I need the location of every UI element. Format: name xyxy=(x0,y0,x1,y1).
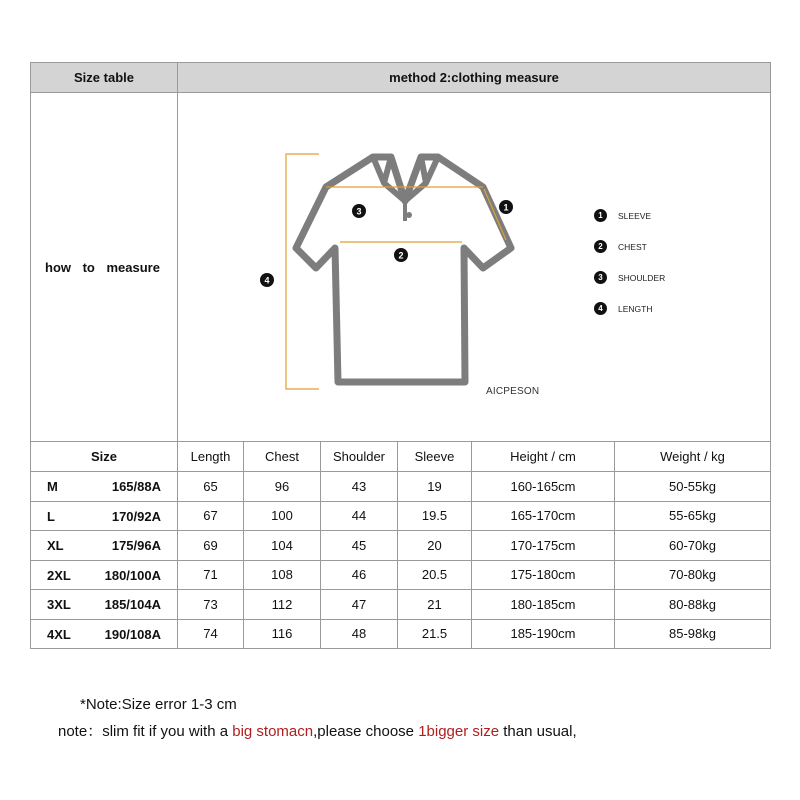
length-cell: 71 xyxy=(178,560,244,590)
column-header-length: Length xyxy=(178,442,244,472)
legend-label: CHEST xyxy=(618,241,647,252)
legend-item-chest xyxy=(594,231,665,262)
height-cell: 160-165cm xyxy=(472,472,615,502)
weight-cell: 80-88kg xyxy=(615,590,771,620)
svg-text:3: 3 xyxy=(356,206,362,217)
measure-legend xyxy=(594,200,665,324)
sleeve-cell: 20 xyxy=(398,531,472,561)
height-cell: 165-170cm xyxy=(472,501,615,531)
table-row xyxy=(31,619,771,649)
shoulder-cell: 46 xyxy=(321,560,398,590)
how-to-measure-label: how to measure xyxy=(31,93,178,442)
length-guide xyxy=(286,154,319,389)
shoulder-cell: 45 xyxy=(321,531,398,561)
size-cell xyxy=(31,619,178,649)
length-cell: 65 xyxy=(178,472,244,502)
marker-2 xyxy=(394,248,408,262)
height-cell: 175-180cm xyxy=(472,560,615,590)
table-row xyxy=(31,531,771,561)
height-cell: 180-185cm xyxy=(472,590,615,620)
size-cell xyxy=(31,531,178,561)
legend-item-length xyxy=(594,293,665,324)
shoulder-cell: 44 xyxy=(321,501,398,531)
column-header-height: Height / cm xyxy=(472,442,615,472)
column-header-chest: Chest xyxy=(244,442,321,472)
svg-text:4: 4 xyxy=(264,275,270,286)
column-header-weight: Weight / kg xyxy=(615,442,771,472)
weight-cell: 55-65kg xyxy=(615,501,771,531)
size-cell xyxy=(31,501,178,531)
legend-item-sleeve xyxy=(594,200,665,231)
shoulder-cell: 43 xyxy=(321,472,398,502)
fit-note-prefix: note：slim fit if you with a xyxy=(58,723,233,740)
legend-label: SHOULDER xyxy=(618,272,666,283)
measure-figure xyxy=(178,93,771,442)
size-code: 180/100A xyxy=(104,567,161,583)
size-label: L xyxy=(47,508,55,524)
size-cell xyxy=(31,590,178,620)
length-cell: 69 xyxy=(178,531,244,561)
size-label: 3XL xyxy=(47,597,71,612)
svg-text:2: 2 xyxy=(398,250,404,261)
size-code: 190/108A xyxy=(104,626,161,642)
chest-cell: 100 xyxy=(244,501,321,531)
marker-1 xyxy=(499,200,513,214)
brand-label: AICPESON xyxy=(486,386,540,397)
table-row xyxy=(31,472,771,502)
length-cell: 73 xyxy=(178,590,244,620)
sleeve-cell: 21 xyxy=(398,590,472,620)
height-cell: 170-175cm xyxy=(472,531,615,561)
fit-note-suffix: than usual, xyxy=(499,723,577,740)
chest-cell: 104 xyxy=(244,531,321,561)
weight-cell: 70-80kg xyxy=(615,560,771,590)
size-chart xyxy=(30,62,770,649)
legend-item-shoulder xyxy=(594,262,665,293)
size-label: 2XL xyxy=(47,567,71,583)
length-cell: 67 xyxy=(178,501,244,531)
shoulder-cell: 48 xyxy=(321,619,398,649)
size-cell xyxy=(31,472,178,502)
sleeve-cell: 20.5 xyxy=(398,560,472,590)
size-code: 165/88A xyxy=(111,479,161,494)
size-label: M xyxy=(47,479,58,494)
sleeve-cell: 21.5 xyxy=(398,619,472,649)
marker-4 xyxy=(260,273,274,287)
column-header-row xyxy=(31,442,771,472)
fit-note-highlight-size: 1bigger size xyxy=(418,723,500,740)
table-row xyxy=(31,501,771,531)
weight-cell: 60-70kg xyxy=(615,531,771,561)
weight-cell: 50-55kg xyxy=(615,472,771,502)
column-header-sleeve: Sleeve xyxy=(398,442,472,472)
legend-label: SLEEVE xyxy=(618,210,652,221)
weight-cell: 85-98kg xyxy=(615,619,771,649)
size-error-note: *Note:Size error 1-3 cm xyxy=(80,696,237,713)
chest-cell: 112 xyxy=(244,590,321,620)
table-row xyxy=(31,590,771,620)
shirt-outline xyxy=(296,157,511,382)
legend-number: 3 xyxy=(594,271,607,284)
fit-note-highlight-stomach: big stomacn xyxy=(232,723,314,740)
size-label: XL xyxy=(47,538,64,553)
size-cell xyxy=(31,560,178,590)
chest-cell: 116 xyxy=(244,619,321,649)
legend-number: 2 xyxy=(594,240,607,253)
size-code: 185/104A xyxy=(104,597,161,612)
size-code: 175/96A xyxy=(111,538,161,553)
size-code: 170/92A xyxy=(111,508,161,524)
length-cell: 74 xyxy=(178,619,244,649)
svg-text:1: 1 xyxy=(503,202,509,213)
legend-number: 1 xyxy=(594,209,607,222)
legend-number: 4 xyxy=(594,302,607,315)
marker-3 xyxy=(352,204,366,218)
shoulder-cell: 47 xyxy=(321,590,398,620)
header-row xyxy=(31,63,771,93)
size-table xyxy=(30,62,771,649)
shirt-button xyxy=(406,212,412,218)
chest-cell: 108 xyxy=(244,560,321,590)
table-row xyxy=(31,560,771,590)
chest-cell: 96 xyxy=(244,472,321,502)
sleeve-cell: 19 xyxy=(398,472,472,502)
legend-label: LENGTH xyxy=(618,303,653,314)
size-label: 4XL xyxy=(47,626,71,642)
size-table-title: Size table xyxy=(31,63,178,93)
column-header-shoulder: Shoulder xyxy=(321,442,398,472)
polo-shirt-diagram xyxy=(178,93,770,441)
measure-row xyxy=(31,93,771,442)
method-title: method 2:clothing measure xyxy=(178,63,771,93)
fit-note xyxy=(58,720,577,741)
column-header-size: Size xyxy=(31,442,178,472)
height-cell: 185-190cm xyxy=(472,619,615,649)
fit-note-middle: ,please choose xyxy=(313,723,419,740)
sleeve-cell: 19.5 xyxy=(398,501,472,531)
